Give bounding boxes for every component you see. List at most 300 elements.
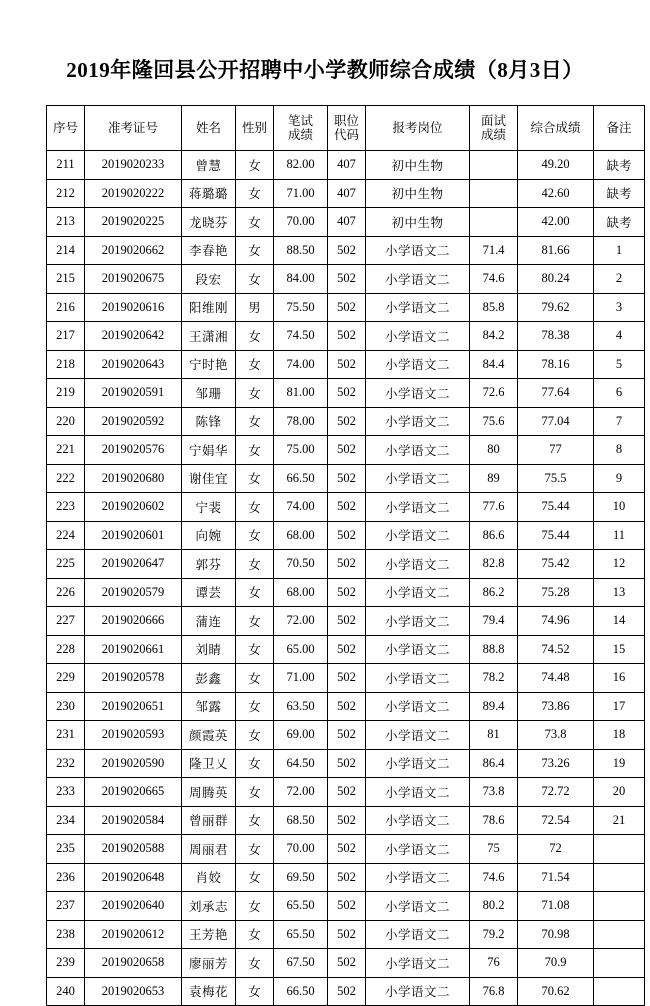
cell-written: 72.00 xyxy=(274,778,328,807)
cell-written: 70.00 xyxy=(274,835,328,864)
cell-ticket: 2019020578 xyxy=(85,664,182,693)
cell-remark: 11 xyxy=(594,521,645,550)
cell-total: 75.42 xyxy=(518,550,594,579)
cell-remark: 8 xyxy=(594,436,645,465)
table-row xyxy=(47,550,645,579)
cell-post: 小学语文二 xyxy=(366,293,470,322)
cell-written: 70.00 xyxy=(274,208,328,237)
column-header-name-line1: 姓名 xyxy=(195,121,221,136)
cell-interview: 86.6 xyxy=(470,521,518,550)
cell-post: 小学语文二 xyxy=(366,721,470,750)
cell-poscode: 502 xyxy=(328,236,366,265)
cell-post: 小学语文二 xyxy=(366,749,470,778)
column-header-written-line2: 成绩 xyxy=(287,128,313,143)
cell-ticket: 2019020588 xyxy=(85,835,182,864)
cell-total: 73.26 xyxy=(518,749,594,778)
cell-name: 曾慧 xyxy=(182,151,236,180)
cell-name: 邹珊 xyxy=(182,379,236,408)
cell-ticket: 2019020642 xyxy=(85,322,182,351)
cell-seq: 216 xyxy=(47,293,85,322)
cell-ticket: 2019020648 xyxy=(85,863,182,892)
cell-post: 小学语文二 xyxy=(366,464,470,493)
column-header-gender xyxy=(236,106,274,151)
cell-poscode: 502 xyxy=(328,607,366,636)
cell-ticket: 2019020675 xyxy=(85,265,182,294)
cell-seq: 218 xyxy=(47,350,85,379)
cell-ticket: 2019020222 xyxy=(85,179,182,208)
cell-gender: 女 xyxy=(236,892,274,921)
cell-written: 66.50 xyxy=(274,977,328,1006)
cell-seq: 237 xyxy=(47,892,85,921)
cell-interview: 89.4 xyxy=(470,692,518,721)
cell-interview: 81 xyxy=(470,721,518,750)
table-row xyxy=(47,265,645,294)
cell-written: 88.50 xyxy=(274,236,328,265)
cell-remark: 9 xyxy=(594,464,645,493)
cell-post: 小学语文二 xyxy=(366,835,470,864)
cell-written: 64.50 xyxy=(274,749,328,778)
cell-poscode: 502 xyxy=(328,806,366,835)
cell-ticket: 2019020665 xyxy=(85,778,182,807)
cell-post: 小学语文二 xyxy=(366,806,470,835)
cell-interview: 89 xyxy=(470,464,518,493)
grades-table xyxy=(46,105,645,1006)
cell-name: 周丽君 xyxy=(182,835,236,864)
cell-interview: 76 xyxy=(470,949,518,978)
cell-poscode: 502 xyxy=(328,778,366,807)
cell-gender: 女 xyxy=(236,920,274,949)
column-header-interview-line1: 面试 xyxy=(480,114,506,129)
cell-ticket: 2019020616 xyxy=(85,293,182,322)
cell-remark: 18 xyxy=(594,721,645,750)
column-header-poscode-line1: 职位 xyxy=(333,114,359,129)
column-header-seq-line1: 序号 xyxy=(52,121,78,136)
cell-name: 袁梅花 xyxy=(182,977,236,1006)
cell-gender: 女 xyxy=(236,208,274,237)
cell-seq: 230 xyxy=(47,692,85,721)
cell-written: 74.00 xyxy=(274,350,328,379)
cell-interview: 72.6 xyxy=(470,379,518,408)
cell-written: 74.00 xyxy=(274,493,328,522)
cell-total: 75.28 xyxy=(518,578,594,607)
cell-name: 邹露 xyxy=(182,692,236,721)
column-header-remark-line1: 备注 xyxy=(606,121,632,136)
cell-interview: 78.6 xyxy=(470,806,518,835)
table-row xyxy=(47,379,645,408)
cell-written: 78.00 xyxy=(274,407,328,436)
cell-ticket: 2019020662 xyxy=(85,236,182,265)
cell-name: 肖姣 xyxy=(182,863,236,892)
cell-seq: 226 xyxy=(47,578,85,607)
column-header-poscode-line2: 代码 xyxy=(333,128,359,143)
cell-ticket: 2019020643 xyxy=(85,350,182,379)
cell-interview: 79.2 xyxy=(470,920,518,949)
table-row xyxy=(47,949,645,978)
cell-written: 66.50 xyxy=(274,464,328,493)
cell-written: 75.50 xyxy=(274,293,328,322)
cell-ticket: 2019020576 xyxy=(85,436,182,465)
cell-poscode: 502 xyxy=(328,379,366,408)
cell-total: 72.54 xyxy=(518,806,594,835)
cell-written: 65.50 xyxy=(274,920,328,949)
cell-gender: 女 xyxy=(236,407,274,436)
cell-name: 王潇湘 xyxy=(182,322,236,351)
cell-post: 小学语文二 xyxy=(366,379,470,408)
column-header-gender-line1: 性别 xyxy=(241,121,267,136)
cell-seq: 233 xyxy=(47,778,85,807)
table-header xyxy=(47,106,645,151)
cell-total: 42.00 xyxy=(518,208,594,237)
cell-written: 69.00 xyxy=(274,721,328,750)
cell-gender: 女 xyxy=(236,436,274,465)
cell-name: 曾丽群 xyxy=(182,806,236,835)
cell-remark xyxy=(594,892,645,921)
cell-poscode: 407 xyxy=(328,179,366,208)
cell-remark: 缺考 xyxy=(594,151,645,180)
cell-name: 蒲连 xyxy=(182,607,236,636)
cell-seq: 211 xyxy=(47,151,85,180)
cell-poscode: 502 xyxy=(328,436,366,465)
cell-name: 谢佳宜 xyxy=(182,464,236,493)
cell-poscode: 502 xyxy=(328,350,366,379)
cell-name: 周腾英 xyxy=(182,778,236,807)
table-row xyxy=(47,464,645,493)
cell-ticket: 2019020666 xyxy=(85,607,182,636)
cell-post: 初中生物 xyxy=(366,151,470,180)
table-row xyxy=(47,607,645,636)
cell-post: 初中生物 xyxy=(366,208,470,237)
cell-interview: 82.8 xyxy=(470,550,518,579)
cell-written: 65.00 xyxy=(274,635,328,664)
cell-gender: 女 xyxy=(236,265,274,294)
cell-gender: 女 xyxy=(236,664,274,693)
cell-name: 蒋璐璐 xyxy=(182,179,236,208)
cell-interview: 85.8 xyxy=(470,293,518,322)
cell-post: 小学语文二 xyxy=(366,350,470,379)
cell-gender: 女 xyxy=(236,749,274,778)
cell-written: 68.00 xyxy=(274,521,328,550)
cell-gender: 女 xyxy=(236,236,274,265)
table-row xyxy=(47,635,645,664)
table-row xyxy=(47,835,645,864)
cell-interview: 75.6 xyxy=(470,407,518,436)
cell-poscode: 502 xyxy=(328,692,366,721)
cell-remark: 14 xyxy=(594,607,645,636)
cell-interview: 79.4 xyxy=(470,607,518,636)
cell-written: 82.00 xyxy=(274,151,328,180)
cell-ticket: 2019020584 xyxy=(85,806,182,835)
cell-name: 刘承志 xyxy=(182,892,236,921)
cell-written: 74.50 xyxy=(274,322,328,351)
cell-remark: 16 xyxy=(594,664,645,693)
cell-total: 75.5 xyxy=(518,464,594,493)
cell-written: 68.00 xyxy=(274,578,328,607)
cell-ticket: 2019020661 xyxy=(85,635,182,664)
cell-total: 78.38 xyxy=(518,322,594,351)
cell-poscode: 502 xyxy=(328,550,366,579)
cell-interview: 75 xyxy=(470,835,518,864)
cell-interview: 86.4 xyxy=(470,749,518,778)
cell-remark: 缺考 xyxy=(594,208,645,237)
cell-written: 68.50 xyxy=(274,806,328,835)
table-row xyxy=(47,977,645,1006)
cell-poscode: 502 xyxy=(328,835,366,864)
cell-remark: 15 xyxy=(594,635,645,664)
cell-remark: 6 xyxy=(594,379,645,408)
cell-total: 74.96 xyxy=(518,607,594,636)
cell-post: 小学语文二 xyxy=(366,664,470,693)
table-row xyxy=(47,151,645,180)
cell-post: 小学语文二 xyxy=(366,692,470,721)
cell-ticket: 2019020601 xyxy=(85,521,182,550)
cell-gender: 女 xyxy=(236,350,274,379)
cell-ticket: 2019020225 xyxy=(85,208,182,237)
cell-total: 77 xyxy=(518,436,594,465)
cell-remark: 1 xyxy=(594,236,645,265)
column-header-ticket-line1: 准考证号 xyxy=(107,121,158,136)
cell-interview: 84.4 xyxy=(470,350,518,379)
cell-total: 71.08 xyxy=(518,892,594,921)
cell-name: 廖丽芳 xyxy=(182,949,236,978)
table-row xyxy=(47,920,645,949)
cell-written: 71.00 xyxy=(274,664,328,693)
cell-written: 75.00 xyxy=(274,436,328,465)
cell-seq: 222 xyxy=(47,464,85,493)
cell-interview: 78.2 xyxy=(470,664,518,693)
cell-gender: 女 xyxy=(236,635,274,664)
cell-seq: 227 xyxy=(47,607,85,636)
table-row xyxy=(47,721,645,750)
cell-total: 70.9 xyxy=(518,949,594,978)
cell-ticket: 2019020647 xyxy=(85,550,182,579)
cell-written: 65.50 xyxy=(274,892,328,921)
table-row xyxy=(47,293,645,322)
cell-seq: 239 xyxy=(47,949,85,978)
cell-remark xyxy=(594,863,645,892)
column-header-position-code xyxy=(328,106,366,151)
cell-ticket: 2019020592 xyxy=(85,407,182,436)
cell-post: 小学语文二 xyxy=(366,436,470,465)
cell-total: 81.66 xyxy=(518,236,594,265)
cell-name: 阳维刚 xyxy=(182,293,236,322)
cell-remark: 3 xyxy=(594,293,645,322)
cell-gender: 女 xyxy=(236,521,274,550)
cell-remark: 12 xyxy=(594,550,645,579)
cell-written: 70.50 xyxy=(274,550,328,579)
cell-remark xyxy=(594,920,645,949)
cell-seq: 221 xyxy=(47,436,85,465)
cell-interview: 74.6 xyxy=(470,265,518,294)
cell-ticket: 2019020640 xyxy=(85,892,182,921)
cell-name: 陈锋 xyxy=(182,407,236,436)
table-row xyxy=(47,778,645,807)
table-row xyxy=(47,521,645,550)
cell-seq: 223 xyxy=(47,493,85,522)
cell-name: 李春艳 xyxy=(182,236,236,265)
cell-seq: 213 xyxy=(47,208,85,237)
column-header-seq xyxy=(47,106,85,151)
cell-post: 小学语文二 xyxy=(366,322,470,351)
cell-interview: 84.2 xyxy=(470,322,518,351)
cell-ticket: 2019020602 xyxy=(85,493,182,522)
cell-written: 67.50 xyxy=(274,949,328,978)
cell-gender: 女 xyxy=(236,778,274,807)
cell-ticket: 2019020651 xyxy=(85,692,182,721)
cell-gender: 女 xyxy=(236,464,274,493)
cell-seq: 214 xyxy=(47,236,85,265)
cell-post: 小学语文二 xyxy=(366,949,470,978)
cell-gender: 女 xyxy=(236,721,274,750)
cell-post: 小学语文二 xyxy=(366,265,470,294)
cell-post: 小学语文二 xyxy=(366,920,470,949)
cell-interview xyxy=(470,179,518,208)
page-title: 2019年隆回县公开招聘中小学教师综合成绩（8月3日） xyxy=(66,58,584,82)
cell-interview: 86.2 xyxy=(470,578,518,607)
cell-seq: 219 xyxy=(47,379,85,408)
cell-total: 80.24 xyxy=(518,265,594,294)
table-body xyxy=(47,151,645,1006)
cell-post: 小学语文二 xyxy=(366,778,470,807)
cell-poscode: 502 xyxy=(328,464,366,493)
cell-poscode: 502 xyxy=(328,920,366,949)
cell-written: 63.50 xyxy=(274,692,328,721)
cell-total: 72 xyxy=(518,835,594,864)
table-row xyxy=(47,350,645,379)
cell-remark: 7 xyxy=(594,407,645,436)
cell-gender: 女 xyxy=(236,949,274,978)
cell-remark xyxy=(594,977,645,1006)
cell-ticket: 2019020593 xyxy=(85,721,182,750)
cell-total: 73.86 xyxy=(518,692,594,721)
cell-ticket: 2019020591 xyxy=(85,379,182,408)
cell-remark: 10 xyxy=(594,493,645,522)
column-header-total-score xyxy=(518,106,594,151)
cell-gender: 女 xyxy=(236,493,274,522)
cell-gender: 男 xyxy=(236,293,274,322)
cell-post: 小学语文二 xyxy=(366,493,470,522)
cell-name: 龙晓芬 xyxy=(182,208,236,237)
table-header-row xyxy=(47,106,645,151)
cell-name: 刘睛 xyxy=(182,635,236,664)
cell-ticket: 2019020658 xyxy=(85,949,182,978)
cell-poscode: 502 xyxy=(328,521,366,550)
table-row xyxy=(47,436,645,465)
cell-interview xyxy=(470,151,518,180)
cell-poscode: 502 xyxy=(328,407,366,436)
column-header-written-line1: 笔试 xyxy=(287,114,313,129)
cell-seq: 229 xyxy=(47,664,85,693)
cell-remark xyxy=(594,835,645,864)
cell-total: 72.72 xyxy=(518,778,594,807)
table-row xyxy=(47,208,645,237)
cell-poscode: 502 xyxy=(328,664,366,693)
cell-name: 颜霞英 xyxy=(182,721,236,750)
cell-name: 向婉 xyxy=(182,521,236,550)
cell-remark: 19 xyxy=(594,749,645,778)
cell-interview: 73.8 xyxy=(470,778,518,807)
cell-gender: 女 xyxy=(236,863,274,892)
table-row xyxy=(47,407,645,436)
cell-name: 彭鑫 xyxy=(182,664,236,693)
column-header-interview-line2: 成绩 xyxy=(480,128,506,143)
cell-ticket: 2019020590 xyxy=(85,749,182,778)
cell-interview: 74.6 xyxy=(470,863,518,892)
cell-poscode: 407 xyxy=(328,208,366,237)
cell-written: 72.00 xyxy=(274,607,328,636)
cell-remark: 缺考 xyxy=(594,179,645,208)
table-row xyxy=(47,664,645,693)
cell-seq: 225 xyxy=(47,550,85,579)
cell-remark: 13 xyxy=(594,578,645,607)
cell-seq: 212 xyxy=(47,179,85,208)
cell-poscode: 502 xyxy=(328,322,366,351)
cell-seq: 236 xyxy=(47,863,85,892)
column-header-total-line1: 综合成绩 xyxy=(530,121,581,136)
cell-gender: 女 xyxy=(236,692,274,721)
cell-total: 70.62 xyxy=(518,977,594,1006)
cell-name: 郭芬 xyxy=(182,550,236,579)
cell-interview: 80 xyxy=(470,436,518,465)
cell-post: 小学语文二 xyxy=(366,607,470,636)
cell-ticket: 2019020233 xyxy=(85,151,182,180)
cell-interview: 80.2 xyxy=(470,892,518,921)
cell-gender: 女 xyxy=(236,151,274,180)
cell-gender: 女 xyxy=(236,578,274,607)
cell-seq: 235 xyxy=(47,835,85,864)
cell-written: 81.00 xyxy=(274,379,328,408)
column-header-name xyxy=(182,106,236,151)
cell-total: 75.44 xyxy=(518,521,594,550)
cell-remark: 21 xyxy=(594,806,645,835)
cell-remark: 17 xyxy=(594,692,645,721)
table-row xyxy=(47,892,645,921)
cell-poscode: 502 xyxy=(328,493,366,522)
cell-seq: 228 xyxy=(47,635,85,664)
cell-name: 王芳艳 xyxy=(182,920,236,949)
cell-total: 78.16 xyxy=(518,350,594,379)
cell-gender: 女 xyxy=(236,322,274,351)
cell-poscode: 407 xyxy=(328,151,366,180)
table-row xyxy=(47,493,645,522)
cell-poscode: 502 xyxy=(328,977,366,1006)
cell-post: 小学语文二 xyxy=(366,521,470,550)
cell-interview: 88.8 xyxy=(470,635,518,664)
cell-name: 宁娟华 xyxy=(182,436,236,465)
table-row xyxy=(47,578,645,607)
cell-poscode: 502 xyxy=(328,293,366,322)
cell-post: 小学语文二 xyxy=(366,407,470,436)
column-header-post-line1: 报考岗位 xyxy=(392,121,443,136)
cell-written: 84.00 xyxy=(274,265,328,294)
cell-poscode: 502 xyxy=(328,949,366,978)
cell-total: 42.60 xyxy=(518,179,594,208)
cell-post: 小学语文二 xyxy=(366,236,470,265)
cell-post: 小学语文二 xyxy=(366,578,470,607)
cell-seq: 232 xyxy=(47,749,85,778)
column-header-post xyxy=(366,106,470,151)
cell-poscode: 502 xyxy=(328,892,366,921)
cell-ticket: 2019020612 xyxy=(85,920,182,949)
cell-seq: 217 xyxy=(47,322,85,351)
cell-interview xyxy=(470,208,518,237)
cell-written: 71.00 xyxy=(274,179,328,208)
cell-total: 70.98 xyxy=(518,920,594,949)
cell-total: 74.48 xyxy=(518,664,594,693)
cell-gender: 女 xyxy=(236,550,274,579)
column-header-written-score xyxy=(274,106,328,151)
cell-name: 宁时艳 xyxy=(182,350,236,379)
cell-poscode: 502 xyxy=(328,721,366,750)
